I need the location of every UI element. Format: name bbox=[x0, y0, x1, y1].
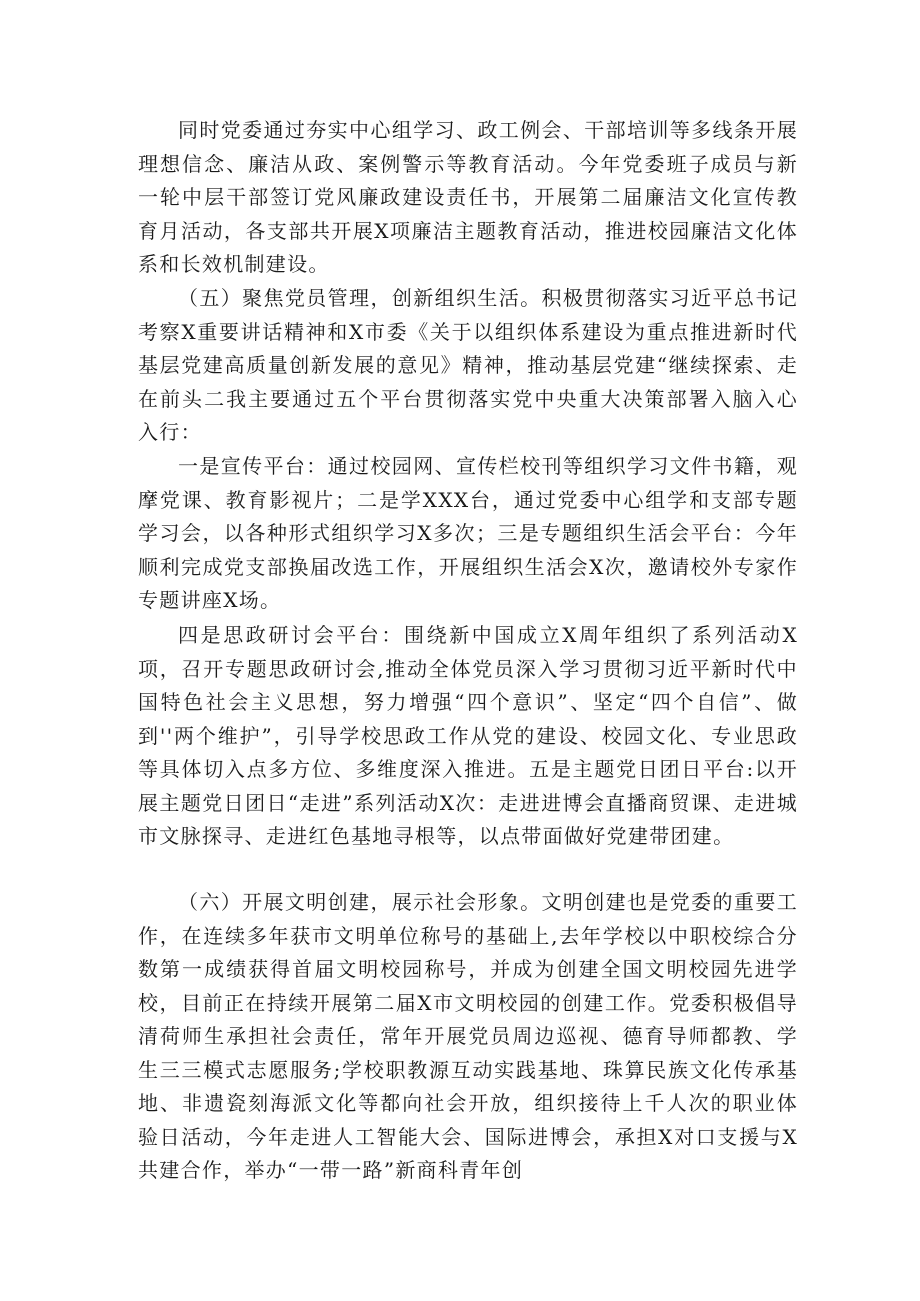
paragraph-publicity-platform: 一是宣传平台：通过校园网、宣传栏校刊等组织学习文件书籍，观摩党课、教育影视片；二是学XXX台，通过党委中心组学和支部专题学习会，以各种形式组织学习X多次；三是专题组织生活会平台：今年顺利完成党支部换届改选工作，开展组织生活会X次，邀请校外专家作专题讲座X场。 bbox=[138, 454, 798, 612]
paragraph-party-member-management: （五）聚焦党员管理，创新组织生活。积极贯彻落实习近平总书记考察X重要讲话精神和X市委《关于以组织体系建设为重点推进新时代基层党建高质量创新发展的意见》精神，推动基层党建“继续探索、走在前头二我主要通过五个平台贯彻落实党中央重大决策部署入脑入心入行： bbox=[138, 286, 798, 444]
paragraph-seminar-platform: 四是思政研讨会平台：围绕新中国成立X周年组织了系列活动X项，召开专题思政研讨会,推动全体党员深入学习贯彻习近平新时代中国特色社会主义思想，努力增强“四个意识”、坚定“四个自信”、做到''两个维护”，引导学校思政工作从党的建设、校园文化、专业思政等具体切入点多方位、多维度深入推进。五是主题党日团日平台:以开展主题党日团日“走进”系列活动X次：走进进博会直播商贸课、走进城市文脉探寻、走进红色基地寻根等，以点带面做好党建带团建。 bbox=[138, 623, 798, 848]
paragraph-civilization-creation: （六）开展文明创建，展示社会形象。文明创建也是党委的重要工作，在连续多年获市文明单位称号的基础上,去年学校以中职校综合分数第一成绩获得首届文明校园称号，并成为创建全国文明校园先进学校，目前正在持续开展第二届X市文明校园的创建工作。党委积极倡导清荷师生承担社会责任，常年开展党员周边巡视、德育导师都教、学生三三模式志愿服务;学校职教源互动实践基地、珠算民族文化传承基地、非遗瓷刻海派文化等都向社会开放，组织接待上千人次的职业体验日活动，今年走进人工智能大会、国际进博会，承担X对口支援与X共建合作，举办“一带一路”新商科青年创 bbox=[138, 890, 798, 1182]
paragraph-education-activities: 同时党委通过夯实中心组学习、政工例会、干部培训等多线条开展理想信念、廉洁从政、案例警示等教育活动。今年党委班子成员与新一轮中层干部签订党风廉政建设责任书，开展第二届廉洁文化宣传教育月活动，各支部共开展X项廉洁主题教育活动，推进校园廉洁文化体系和长效机制建设。 bbox=[138, 118, 798, 276]
